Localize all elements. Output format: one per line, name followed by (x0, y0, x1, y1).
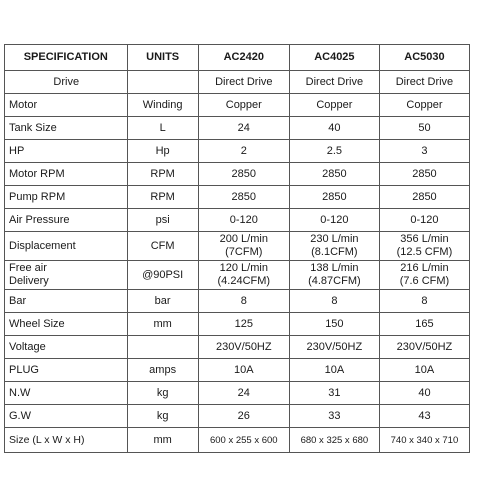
unit-cell: RPM (127, 186, 198, 209)
value-cell: 230V/50HZ (289, 336, 379, 359)
header-row (5, 45, 470, 71)
value-cell: 40 (289, 117, 379, 140)
value-line: 230 L/min (310, 233, 359, 245)
value-line: (12.5 CFM) (396, 246, 453, 258)
unit-cell: mm (127, 428, 198, 453)
value-cell: Copper (379, 94, 469, 117)
table-row (5, 94, 470, 117)
table-row (5, 359, 470, 382)
value-cell: Direct Drive (289, 71, 379, 94)
value-cell: 0-120 (289, 209, 379, 232)
value-cell: 24 (198, 382, 289, 405)
value-line: 356 L/min (400, 233, 449, 245)
table-row (5, 209, 470, 232)
unit-cell: L (127, 117, 198, 140)
table-row (5, 117, 470, 140)
spec-cell: Motor (5, 94, 128, 117)
value-line: 120 L/min (219, 262, 268, 274)
unit-cell: @90PSI (127, 261, 198, 290)
value-cell: 2850 (289, 163, 379, 186)
value-cell (198, 232, 289, 261)
value-cell: 33 (289, 405, 379, 428)
unit-cell: kg (127, 382, 198, 405)
value-cell: 2850 (379, 163, 469, 186)
unit-cell: Winding (127, 94, 198, 117)
table-row (5, 232, 470, 261)
value-cell (289, 261, 379, 290)
value-cell: 26 (198, 405, 289, 428)
table-row (5, 140, 470, 163)
value-cell (379, 261, 469, 290)
value-cell: 3 (379, 140, 469, 163)
value-cell: 0-120 (198, 209, 289, 232)
value-cell: 740 x 340 x 710 (379, 428, 469, 453)
spec-cell (5, 261, 128, 290)
spec-cell: G.W (5, 405, 128, 428)
value-line: (7CFM) (225, 246, 263, 258)
table-row (5, 163, 470, 186)
header-specification: SPECIFICATION (5, 45, 128, 71)
table-row (5, 336, 470, 359)
value-cell (198, 261, 289, 290)
value-cell: Direct Drive (379, 71, 469, 94)
spec-table (4, 44, 470, 453)
unit-cell: mm (127, 313, 198, 336)
spec-cell: Wheel Size (5, 313, 128, 336)
value-cell (289, 232, 379, 261)
unit-cell: CFM (127, 232, 198, 261)
spec-line: Free air (9, 262, 47, 274)
spec-cell: Drive (5, 71, 128, 94)
value-cell: 2850 (198, 186, 289, 209)
unit-cell: amps (127, 359, 198, 382)
spec-cell: Voltage (5, 336, 128, 359)
spec-cell: Motor RPM (5, 163, 128, 186)
spec-cell: Displacement (5, 232, 128, 261)
value-line: 138 L/min (310, 262, 359, 274)
value-cell: 230V/50HZ (379, 336, 469, 359)
header-ac5030: AC5030 (379, 45, 469, 71)
unit-cell: RPM (127, 163, 198, 186)
unit-cell (127, 71, 198, 94)
value-line: (4.87CFM) (308, 275, 361, 287)
value-cell: 2850 (198, 163, 289, 186)
value-cell: 2850 (379, 186, 469, 209)
spec-cell: HP (5, 140, 128, 163)
value-cell: Copper (289, 94, 379, 117)
value-cell: 150 (289, 313, 379, 336)
header-ac2420: AC2420 (198, 45, 289, 71)
spec-cell: Size (L x W x H) (5, 428, 128, 453)
value-cell: 10A (379, 359, 469, 382)
value-cell: Copper (198, 94, 289, 117)
table-row (5, 313, 470, 336)
value-cell (379, 232, 469, 261)
value-cell: 0-120 (379, 209, 469, 232)
value-cell: 2.5 (289, 140, 379, 163)
unit-cell: bar (127, 290, 198, 313)
value-cell: 230V/50HZ (198, 336, 289, 359)
table-row (5, 428, 470, 453)
value-cell: Direct Drive (198, 71, 289, 94)
value-cell: 125 (198, 313, 289, 336)
spec-line: Delivery (9, 275, 49, 287)
value-cell: 50 (379, 117, 469, 140)
table-row (5, 186, 470, 209)
spec-cell: PLUG (5, 359, 128, 382)
value-cell: 600 x 255 x 600 (198, 428, 289, 453)
table-row (5, 71, 470, 94)
value-cell: 2850 (289, 186, 379, 209)
value-cell: 31 (289, 382, 379, 405)
value-line: 216 L/min (400, 262, 449, 274)
value-line: (4.24CFM) (217, 275, 271, 287)
table-row (5, 290, 470, 313)
value-cell: 43 (379, 405, 469, 428)
value-cell: 24 (198, 117, 289, 140)
unit-cell: kg (127, 405, 198, 428)
header-ac4025: AC4025 (289, 45, 379, 71)
value-cell: 8 (379, 290, 469, 313)
unit-cell: psi (127, 209, 198, 232)
spec-cell: N.W (5, 382, 128, 405)
spec-cell: Tank Size (5, 117, 128, 140)
value-cell: 8 (289, 290, 379, 313)
table-row (5, 261, 470, 290)
table-row (5, 382, 470, 405)
table-row (5, 405, 470, 428)
value-line: (8.1CFM) (311, 246, 358, 258)
unit-cell: Hp (127, 140, 198, 163)
spec-cell: Pump RPM (5, 186, 128, 209)
spec-cell: Bar (5, 290, 128, 313)
value-cell: 40 (379, 382, 469, 405)
header-units: UNITS (127, 45, 198, 71)
value-line: 200 L/min (219, 233, 268, 245)
value-cell: 680 x 325 x 680 (289, 428, 379, 453)
value-cell: 8 (198, 290, 289, 313)
value-cell: 10A (198, 359, 289, 382)
value-line: (7.6 CFM) (399, 275, 450, 287)
unit-cell (127, 336, 198, 359)
value-cell: 10A (289, 359, 379, 382)
value-cell: 2 (198, 140, 289, 163)
value-cell: 165 (379, 313, 469, 336)
spec-cell: Air Pressure (5, 209, 128, 232)
